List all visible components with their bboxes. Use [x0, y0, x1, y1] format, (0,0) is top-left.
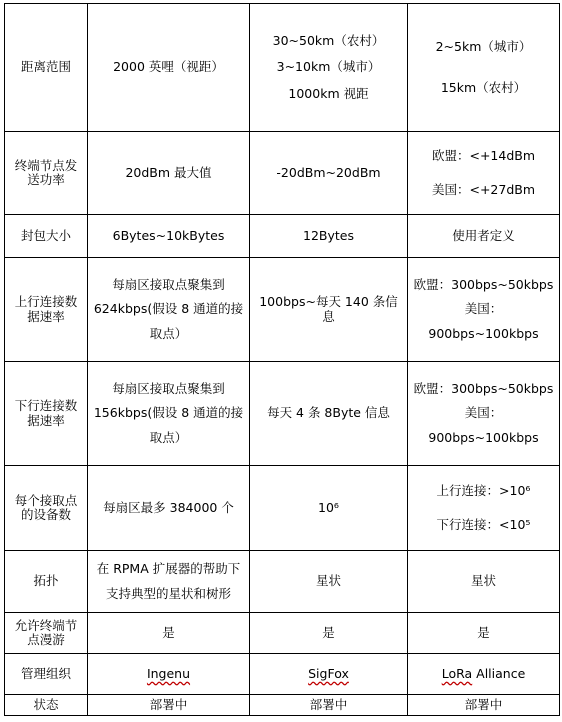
- table-cell: [250, 258, 408, 362]
- comparison-table: [4, 3, 560, 716]
- table-cell: [408, 215, 560, 258]
- table-cell: [250, 695, 408, 716]
- cell-line: 支持典型的星状和树形: [105, 585, 231, 601]
- row-label: 下行连接数据速率: [5, 362, 88, 466]
- row-label: 允许终端节点漫游: [5, 613, 88, 654]
- row-label: 封包大小: [5, 215, 88, 258]
- row-label: 终端节点发送功率: [5, 132, 88, 215]
- cell-line: 2000 英哩（视距）: [113, 59, 224, 75]
- table-cell: [408, 613, 560, 654]
- table-cell: [250, 362, 408, 466]
- organization-name: LoRa Alliance: [441, 665, 526, 681]
- table-cell: [408, 132, 560, 215]
- row-label: 管理组织: [5, 654, 88, 695]
- table-row: [5, 695, 560, 716]
- row-label: 上行连接数据速率: [5, 258, 88, 362]
- table-cell: [88, 695, 250, 716]
- cell-line: 3~10km（城市）: [276, 59, 381, 75]
- table-cell: [88, 466, 250, 551]
- cell-line: 900bps~100kbps: [428, 325, 539, 341]
- table-cell: [250, 132, 408, 215]
- cell-line: 100bps~每天 140 条信息: [259, 294, 398, 324]
- cell-line: 每扇区接取点聚集到: [112, 276, 225, 292]
- cell-line: 下行连接：<10⁵: [436, 517, 531, 532]
- table-cell: [88, 654, 250, 695]
- cell-line: 每扇区接取点聚集到: [112, 380, 225, 396]
- cell-line: 美国：: [464, 301, 503, 317]
- table-row: [5, 362, 560, 466]
- table-cell: [88, 4, 250, 132]
- table-cell: [408, 362, 560, 466]
- organization-name: Ingenu: [146, 665, 191, 681]
- table-cell: [88, 215, 250, 258]
- table-cell: [88, 551, 250, 613]
- table-cell: [408, 258, 560, 362]
- table-cell: [250, 466, 408, 551]
- table-cell: [250, 613, 408, 654]
- cell-line: 星状: [470, 573, 496, 589]
- cell-line: 欧盟：<+14dBm: [431, 147, 536, 163]
- cell-line: 美国：: [464, 405, 503, 421]
- cell-line: 10⁶: [318, 499, 339, 515]
- cell-line: -20dBm~20dBm: [276, 164, 381, 180]
- cell-line: 1000km 视距: [288, 85, 369, 101]
- table-row: [5, 654, 560, 695]
- cell-line: 30~50km（农村）: [272, 32, 385, 48]
- cell-line: 欧盟：300bps~50kbps: [413, 380, 554, 396]
- table-cell: [408, 466, 560, 551]
- row-label: 每个接取点的设备数: [5, 466, 88, 551]
- table-row: [5, 258, 560, 362]
- table-row: [5, 466, 560, 551]
- cell-line: 星状: [315, 573, 341, 589]
- cell-line: 是: [477, 624, 490, 640]
- cell-line: 取点）: [149, 429, 188, 445]
- table-cell: [408, 4, 560, 132]
- cell-line: 15km（农村）: [440, 79, 527, 95]
- table-cell: [88, 613, 250, 654]
- table-cell: [88, 132, 250, 215]
- cell-line: 6Bytes~10kBytes: [112, 227, 225, 243]
- cell-line: 美国：<+27dBm: [431, 182, 536, 197]
- table-cell: [88, 362, 250, 466]
- table-row: [5, 132, 560, 215]
- table-cell: [250, 654, 408, 695]
- table-row: [5, 215, 560, 258]
- cell-line: 每天 4 条 8Byte 信息: [267, 405, 390, 421]
- cell-line: 624kbps(假设 8 通道的接: [93, 301, 244, 317]
- organization-name: SigFox: [308, 665, 349, 681]
- cell-line: 是: [162, 624, 175, 640]
- cell-line: 欧盟：300bps~50kbps: [413, 276, 554, 292]
- cell-line: 156kbps(假设 8 通道的接: [93, 405, 244, 421]
- row-label: 拓扑: [5, 551, 88, 613]
- row-label: 距离范围: [5, 4, 88, 132]
- cell-line: 12Bytes: [303, 227, 354, 243]
- cell-line: 每扇区最多 384000 个: [103, 499, 234, 515]
- cell-line: 900bps~100kbps: [428, 429, 539, 445]
- table-cell: [88, 258, 250, 362]
- row-label: 状态: [5, 695, 88, 716]
- cell-line: 部署中: [149, 696, 188, 712]
- cell-line: 取点）: [149, 325, 188, 341]
- table-cell: [250, 4, 408, 132]
- cell-line: 部署中: [464, 696, 503, 712]
- cell-line: 2~5km（城市）: [435, 39, 532, 55]
- cell-line: 在 RPMA 扩展器的帮助下: [96, 561, 241, 577]
- table-row: [5, 551, 560, 613]
- table-cell: [250, 215, 408, 258]
- cell-line: 是: [322, 624, 335, 640]
- cell-line: 上行连接：>10⁶: [436, 482, 531, 498]
- cell-line: 使用者定义: [452, 227, 515, 243]
- organization-name-part: LoRa: [441, 665, 473, 681]
- table-cell: [250, 551, 408, 613]
- table-cell: [408, 695, 560, 716]
- cell-line: 20dBm 最大值: [125, 164, 212, 180]
- table-row: [5, 4, 560, 132]
- table-cell: [408, 551, 560, 613]
- cell-line: 部署中: [309, 696, 348, 712]
- table-cell: [408, 654, 560, 695]
- table-row: [5, 613, 560, 654]
